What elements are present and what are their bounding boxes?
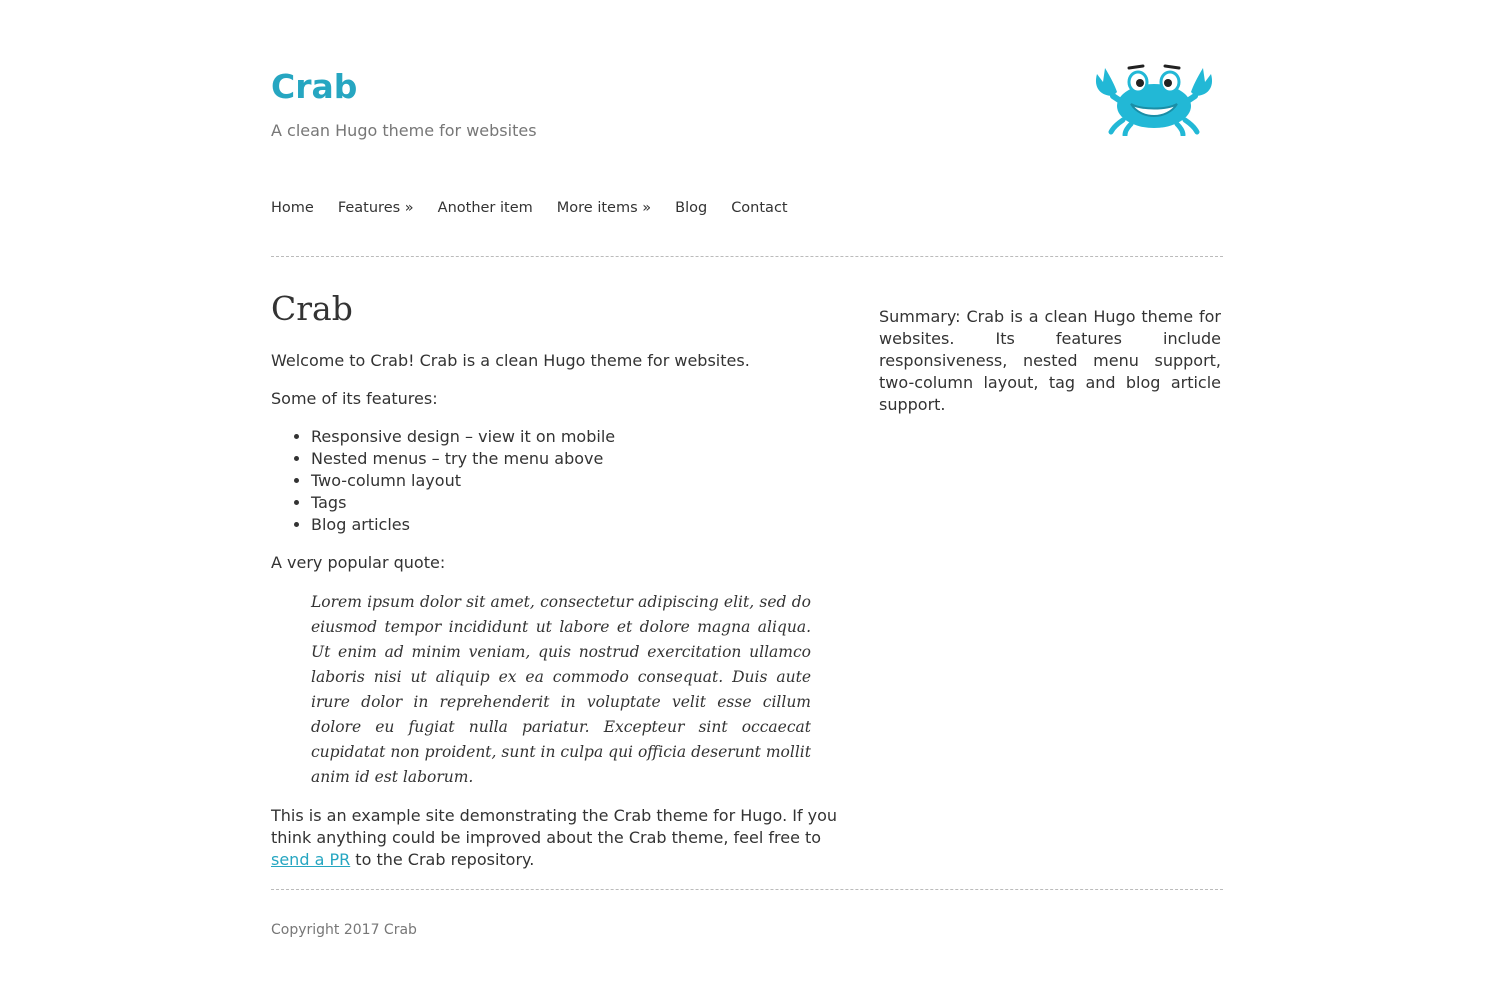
outro-text-after: to the Crab repository. <box>350 850 535 869</box>
page-title: Crab <box>271 289 353 328</box>
nav-item-features[interactable]: Features » <box>337 200 414 216</box>
nav-item-another-item[interactable]: Another item <box>437 200 533 216</box>
lorem-blockquote: Lorem ipsum dolor sit amet, consectetur adipiscing elit, sed do eiusmod tempor incididunt ut labore et dolore magna aliqua. Ut enim ad minim veniam, quis nostrud exercitation ullamco laboris nisi ut aliquip ex ea commodo consequat. Duis aute irure dolor in reprehenderit in voluptate velit esse cillum dolore eu fugiat nulla pariatur. Excepteur sint occaecat cupidatat non proident, sunt in culpa qui officia deserunt mollit anim id est laborum. <box>311 593 811 786</box>
main-content <box>271 286 851 871</box>
nav-item-more-items[interactable]: More items » <box>556 200 652 216</box>
nav-item-blog[interactable]: Blog <box>675 200 708 216</box>
page <box>271 0 1223 1000</box>
outro-text-before: This is an example site demonstrating the Crab theme for Hugo. If you think anything could be improved about the Crab theme, feel free to <box>271 806 838 847</box>
send-pr-link[interactable]: send a PR <box>271 850 351 869</box>
list-item: • Blog articles <box>311 514 851 536</box>
list-item: • Responsive design – view it on mobile <box>311 426 851 448</box>
welcome-paragraph: Welcome to Crab! Crab is a clean Hugo theme for websites. <box>271 351 750 370</box>
outro-paragraph <box>271 805 851 871</box>
features-intro: Some of its features: <box>271 389 438 408</box>
features-list <box>271 426 851 536</box>
site-tagline: A clean Hugo theme for websites <box>271 121 537 140</box>
footer-copyright: Copyright 2017 Crab <box>271 922 417 938</box>
nav-item-contact[interactable]: Contact <box>731 200 788 216</box>
main-nav <box>271 198 812 218</box>
list-item: • Two-column layout <box>311 470 851 492</box>
quote-intro: A very popular quote: <box>271 553 446 572</box>
nav-item-home[interactable]: Home <box>271 200 314 216</box>
crab-logo-icon[interactable] <box>1083 62 1225 136</box>
list-item: • Nested menus – try the menu above <box>311 448 851 470</box>
sidebar-summary: Summary: Crab is a clean Hugo theme for websites. Its features include responsiveness, nested menu support, two-column layout, tag and blog article support. <box>879 307 1221 414</box>
footer-divider <box>271 889 1223 890</box>
header-divider <box>271 256 1223 257</box>
list-item: • Tags <box>311 492 851 514</box>
site-title[interactable]: Crab <box>271 67 358 106</box>
